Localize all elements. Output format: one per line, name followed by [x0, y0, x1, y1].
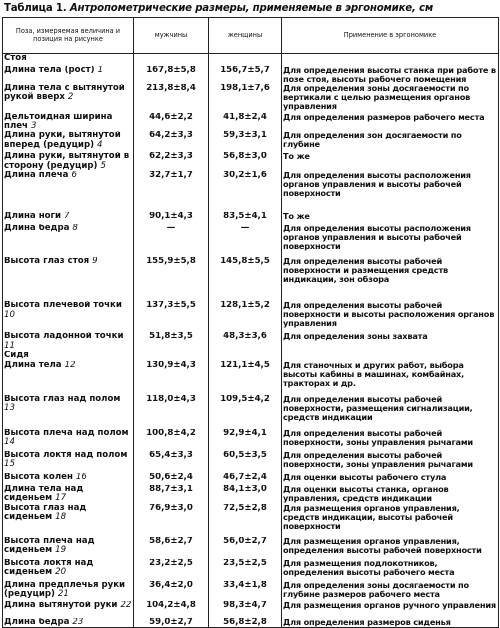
women-value: 59,3±3,1 [209, 131, 282, 152]
men-value: — [134, 224, 209, 257]
param-cell [3, 131, 134, 152]
women-value: 23,5±2,5 [209, 559, 282, 581]
table-body [3, 54, 499, 628]
women-value: 33,4±1,8 [209, 581, 282, 601]
men-value: 58,6±2,7 [134, 537, 209, 559]
application-text: Для определения высоты рабочей поверхности, зоны управления рычагами [282, 429, 499, 451]
param-cell [3, 395, 134, 429]
women-value [209, 351, 282, 360]
param-figure-number: 1 [97, 65, 104, 75]
table-title [4, 3, 433, 14]
param-figure-number: 15 [4, 459, 15, 470]
param-cell [3, 212, 134, 224]
param-cell [3, 361, 134, 395]
application-text: Для определения зон досягаемости по глубине [282, 131, 499, 152]
application-text: Для размещения органов ручного управления [282, 601, 499, 618]
param-cell [3, 301, 134, 332]
table-row [3, 485, 499, 504]
men-value: 130,9±4,3 [134, 361, 209, 395]
men-value: 213,8±8,4 [134, 84, 209, 113]
men-value: 118,0±4,3 [134, 395, 209, 429]
param-cell [3, 351, 134, 360]
param-figure-number: 22 [120, 600, 132, 610]
param-cell [3, 618, 134, 628]
param-name: Высота плечевой точки [4, 301, 122, 311]
women-value: 92,9±4,1 [209, 429, 282, 451]
anthropometric-table [2, 17, 499, 628]
application-text: Для определения размеров рабочего места [282, 113, 499, 132]
men-value: 64,2±3,3 [134, 131, 209, 152]
men-value: 44,6±2,2 [134, 113, 209, 132]
application-text: Для определения зоны досягаемости по глубине размеров рабочего места [282, 581, 499, 601]
table-row [3, 212, 499, 224]
param-cell [3, 485, 134, 504]
param-name: Длина предплечья руки (редуцир) [4, 580, 126, 600]
women-value: 48,3±3,6 [209, 332, 282, 351]
param-name: Высота ладонной точки [4, 332, 124, 342]
table-row [3, 257, 499, 301]
param-cell [3, 171, 134, 212]
table-row [3, 618, 499, 628]
param-name: Высота локтя над полом [4, 450, 128, 460]
application-text [282, 351, 499, 360]
table-row [3, 601, 499, 618]
table-row [3, 54, 499, 66]
men-value: 36,4±2,0 [134, 581, 209, 601]
women-value: 60,5±3,5 [209, 451, 282, 473]
param-figure-number: 14 [4, 437, 15, 448]
table-row [3, 504, 499, 537]
women-value: 56,0±2,7 [209, 537, 282, 559]
header-use: Применение в эргономике [282, 18, 499, 54]
application-text: Для размещения органов управления, определения высоты рабочей поверхности [282, 537, 499, 559]
women-value: 30,2±1,6 [209, 171, 282, 212]
param-name: Длина тела с вытянутой рукой вверх [4, 83, 125, 102]
application-text: То же [282, 212, 499, 224]
table-row [3, 66, 499, 84]
men-value: 155,9±5,8 [134, 257, 209, 301]
param-cell [3, 601, 134, 618]
param-name: Длина вытянутой руки [4, 600, 118, 610]
table-row [3, 84, 499, 113]
women-value: 72,5±2,8 [209, 504, 282, 537]
param-cell [3, 559, 134, 581]
param-name: Длина ноги [4, 212, 62, 222]
param-figure-number: 9 [92, 257, 98, 267]
param-name: Высота плеча над сиденьем [4, 536, 95, 556]
men-value: 167,8±5,8 [134, 66, 209, 84]
param-figure-number: 19 [55, 545, 67, 556]
table-row [3, 429, 499, 451]
table-row [3, 131, 499, 152]
param-figure-number: 23 [72, 617, 84, 627]
param-cell [3, 429, 134, 451]
table-row [3, 332, 499, 351]
param-cell [3, 257, 134, 301]
application-text: То же [282, 152, 499, 171]
param-figure-number: 8 [72, 224, 78, 234]
param-name: Длина руки, вытянутой в сторону (редуцир) [4, 152, 130, 171]
men-value: 76,9±3,0 [134, 504, 209, 537]
param-cell [3, 66, 134, 84]
param-cell [3, 152, 134, 171]
application-text: Для определения размеров сиденья [282, 618, 499, 628]
param-name: Стоя [4, 53, 27, 63]
param-cell [3, 504, 134, 537]
param-figure-number: 13 [4, 403, 15, 414]
param-figure-number: 18 [55, 512, 67, 523]
men-value: 32,7±1,7 [134, 171, 209, 212]
table-title-text: Антропометрические размеры, применяемые в эргономике, см [69, 3, 433, 14]
param-name: Длина тела [4, 360, 62, 370]
param-figure-number: 2 [67, 91, 74, 102]
table-row [3, 395, 499, 429]
application-text: Для оценки высоты рабочего стула [282, 473, 499, 485]
men-value [134, 54, 209, 66]
women-value: 98,3±4,7 [209, 601, 282, 618]
param-cell [3, 537, 134, 559]
application-text: Для определения высоты расположения органов управления и высоты рабочей поверхности [282, 171, 499, 212]
application-text [282, 54, 499, 66]
param-figure-number: 4 [97, 139, 103, 150]
param-cell [3, 54, 134, 66]
application-text: Для определения высоты рабочей поверхности, зоны управления рычагами [282, 451, 499, 473]
women-value [209, 54, 282, 66]
param-name: Дельтоидная ширина плеч [4, 112, 113, 131]
param-figure-number: 11 [4, 340, 15, 351]
application-text: Для определения высоты станка при работе в позе стоя, высоты рабочего помещения [282, 66, 499, 84]
param-name: Высота глаз над полом [4, 394, 121, 404]
header-men: мужчины [134, 18, 209, 54]
table-row [3, 152, 499, 171]
men-value: 100,8±4,2 [134, 429, 209, 451]
table-row [3, 301, 499, 332]
param-name: Высота глаз над сиденьем [4, 503, 87, 523]
women-value: 46,7±2,4 [209, 473, 282, 485]
women-value: — [209, 224, 282, 257]
women-value: 145,8±5,5 [209, 257, 282, 301]
param-figure-number: 21 [57, 589, 69, 600]
param-figure-number: 16 [75, 472, 87, 482]
param-figure-number: 10 [4, 309, 15, 320]
women-value: 83,5±4,1 [209, 212, 282, 224]
women-value: 128,1±5,2 [209, 301, 282, 332]
men-value: 65,4±3,3 [134, 451, 209, 473]
application-text: Для определения зоны захвата [282, 332, 499, 351]
param-name: Длина тела над сиденьем [4, 484, 84, 504]
men-value: 90,1±4,3 [134, 212, 209, 224]
param-figure-number: 20 [55, 567, 67, 578]
men-value: 59,0±2,7 [134, 618, 209, 628]
women-value: 156,7±5,7 [209, 66, 282, 84]
param-figure-number: 5 [100, 160, 106, 171]
param-figure-number: 17 [55, 493, 67, 504]
table-row [3, 559, 499, 581]
param-cell [3, 473, 134, 485]
application-text: Для размещения органов управления, средств индикации, высоты рабочей поверхности [282, 504, 499, 537]
women-value: 84,1±3,0 [209, 485, 282, 504]
men-value: 104,2±4,8 [134, 601, 209, 618]
men-value: 51,8±3,5 [134, 332, 209, 351]
param-cell [3, 581, 134, 601]
table-row [3, 113, 499, 132]
men-value: 62,2±3,3 [134, 152, 209, 171]
women-value: 109,5±4,2 [209, 395, 282, 429]
application-text: Для определения зоны досягаемости по вертикали с целью размещения органов управления [282, 84, 499, 113]
param-name: Высота плеча над полом [4, 428, 129, 438]
param-name: Высота колен [4, 472, 73, 482]
param-name: Длина бедра [4, 617, 70, 627]
header-row [3, 18, 499, 54]
param-figure-number: 6 [71, 171, 77, 181]
param-figure-number: 7 [64, 212, 70, 222]
application-text: Для определения высоты расположения органов управления и высоты рабочей поверхности [282, 224, 499, 257]
table-title-prefix: Таблица 1. [4, 3, 67, 14]
table-row [3, 361, 499, 395]
men-value: 137,3±5,5 [134, 301, 209, 332]
table-row [3, 581, 499, 601]
param-cell [3, 84, 134, 113]
men-value: 50,6±2,4 [134, 473, 209, 485]
women-value: 41,8±2,4 [209, 113, 282, 132]
param-cell [3, 113, 134, 132]
param-name: Сидя [4, 351, 29, 361]
table-row [3, 224, 499, 257]
table-row [3, 171, 499, 212]
param-name: Длина плеча [4, 171, 69, 181]
men-value: 88,7±3,1 [134, 485, 209, 504]
header-women: женщины [209, 18, 282, 54]
men-value [134, 351, 209, 360]
application-text: Для определения высоты рабочей поверхности и размещения средств индикации, зон обзора [282, 257, 499, 301]
param-figure-number: 12 [64, 360, 76, 370]
param-cell [3, 451, 134, 473]
param-figure-number: 3 [30, 120, 37, 131]
table-row [3, 473, 499, 485]
param-name: Длина руки, вытянутой вперед (редуцир) [4, 131, 121, 150]
param-cell [3, 224, 134, 257]
men-value: 23,2±2,5 [134, 559, 209, 581]
table-row [3, 537, 499, 559]
women-value: 121,1±4,5 [209, 361, 282, 395]
param-name: Длина бедра [4, 224, 70, 234]
application-text: Для размещения подлокотников, определения высоты рабочего места [282, 559, 499, 581]
param-name: Высота глаз стоя [4, 257, 90, 267]
application-text: Для определения высоты рабочей поверхности и высоты расположения органов управления [282, 301, 499, 332]
table-row [3, 351, 499, 360]
women-value: 56,8±2,8 [209, 618, 282, 628]
application-text: Для оценки высоты станка, органов управления, средств индикации [282, 485, 499, 504]
application-text: Для определения высоты рабочей поверхности, размещения сигнализации, средств индикации [282, 395, 499, 429]
women-value: 198,1±7,6 [209, 84, 282, 113]
header-param: Поза, измеряемая величина и позиция на рисунке [3, 18, 134, 54]
param-cell [3, 332, 134, 351]
param-name: Высота локтя над сиденьем [4, 558, 94, 578]
application-text: Для станочных и других работ, выбора высоты кабины в машинах, комбайнах, тракторах и др. [282, 361, 499, 395]
table-row [3, 451, 499, 473]
param-name: Длина тела (рост) [4, 65, 95, 75]
women-value: 56,8±3,0 [209, 152, 282, 171]
